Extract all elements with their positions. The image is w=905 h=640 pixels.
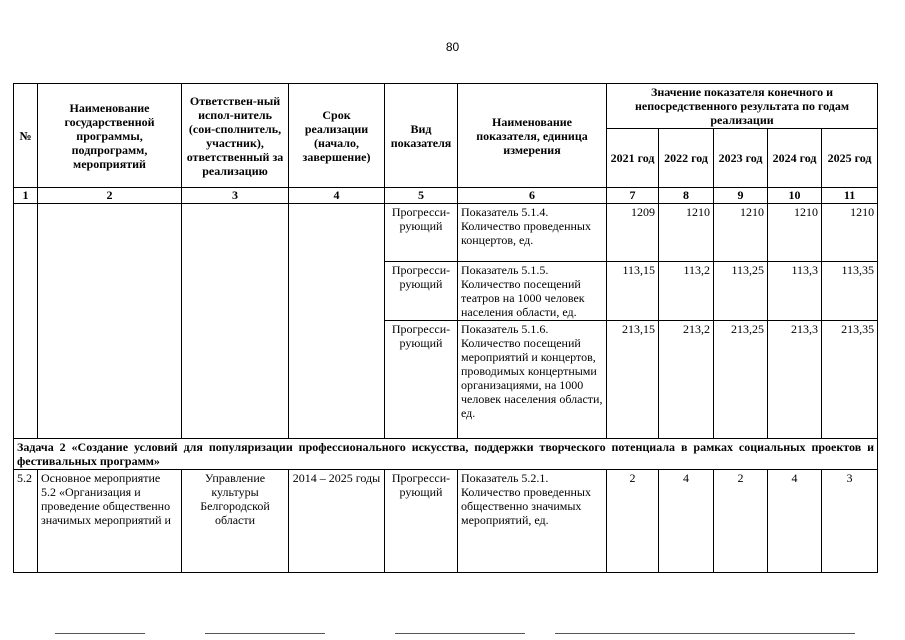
indicator-name: Показатель 5.1.5. Количество посещений театров на 1000 человек населения области, ед. — [458, 262, 607, 321]
column-number: 8 — [659, 188, 714, 204]
column-number: 3 — [182, 188, 289, 204]
indicator-type: Прогресси-рующий — [385, 321, 458, 439]
header-indicator-type: Вид показателя — [385, 84, 458, 188]
value-cell: 1210 — [659, 204, 714, 262]
value-cell: 213,15 — [607, 321, 659, 439]
column-number: 11 — [822, 188, 878, 204]
value-cell: 4 — [659, 470, 714, 573]
row-number: 5.2 — [14, 470, 38, 573]
value-cell: 2 — [607, 470, 659, 573]
header-responsible: Ответствен-ный испол-нитель (сои-сполнитель, участник), ответственный за реализацию — [182, 84, 289, 188]
value-cell: 213,2 — [659, 321, 714, 439]
value-cell: 213,25 — [714, 321, 768, 439]
value-cell: 113,2 — [659, 262, 714, 321]
value-cell: 4 — [768, 470, 822, 573]
value-cell: 3 — [822, 470, 878, 573]
header-year: 2022 год — [659, 129, 714, 188]
value-cell: 213,35 — [822, 321, 878, 439]
table-row — [14, 470, 878, 573]
column-number: 6 — [458, 188, 607, 204]
table-row — [14, 204, 878, 262]
header-values-group: Значение показателя конечного и непосредственного результата по годам реализации — [607, 84, 878, 129]
responsible-executor: Управление культуры Белгородской области — [182, 470, 289, 573]
empty-cell — [289, 204, 385, 439]
task-row — [14, 439, 878, 470]
value-cell: 1210 — [822, 204, 878, 262]
value-cell: 113,3 — [768, 262, 822, 321]
implementation-period: 2014 – 2025 годы — [289, 470, 385, 573]
value-cell: 213,3 — [768, 321, 822, 439]
column-number: 1 — [14, 188, 38, 204]
indicator-name: Показатель 5.1.6. Количество посещений мероприятий и концертов, проводимых концертными организациями, на 1000 человек населения области, ед. — [458, 321, 607, 439]
value-cell: 1210 — [768, 204, 822, 262]
column-number: 7 — [607, 188, 659, 204]
event-name: Основное мероприятие 5.2 «Организация и проведение общественно значимых мероприятий и — [38, 470, 182, 573]
value-cell: 2 — [714, 470, 768, 573]
page-number: 80 — [445, 40, 460, 54]
header-number: № — [14, 84, 38, 188]
indicator-type: Прогресси-рующий — [385, 262, 458, 321]
header-year: 2025 год — [822, 129, 878, 188]
header-indicator-name: Наименование показателя, единица измерения — [458, 84, 607, 188]
scan-edge-line — [205, 633, 325, 634]
task-heading: Задача 2 «Создание условий для популяризации профессионального искусства, поддержки творческого потенциала в рамках социальных проектов и фестивальных программ» — [14, 439, 878, 470]
column-numbers-row — [14, 188, 878, 204]
value-cell: 1209 — [607, 204, 659, 262]
indicator-table — [13, 83, 878, 573]
scan-edge-line — [395, 633, 525, 634]
header-year: 2023 год — [714, 129, 768, 188]
header-year: 2024 год — [768, 129, 822, 188]
indicator-type: Прогресси-рующий — [385, 470, 458, 573]
column-number: 2 — [38, 188, 182, 204]
column-number: 9 — [714, 188, 768, 204]
header-period: Срок реализации (начало, завершение) — [289, 84, 385, 188]
empty-cell — [182, 204, 289, 439]
value-cell: 1210 — [714, 204, 768, 262]
indicator-name: Показатель 5.1.4. Количество проведенных концертов, ед. — [458, 204, 607, 262]
header-program-name: Наименование государственной программы, подпрограмм, мероприятий — [38, 84, 182, 188]
column-number: 5 — [385, 188, 458, 204]
value-cell: 113,35 — [822, 262, 878, 321]
scan-edge-line — [55, 633, 145, 634]
indicator-name: Показатель 5.2.1. Количество проведенных общественно значимых мероприятий, ед. — [458, 470, 607, 573]
empty-cell — [14, 204, 38, 439]
column-number: 4 — [289, 188, 385, 204]
header-year: 2021 год — [607, 129, 659, 188]
empty-cell — [38, 204, 182, 439]
indicator-type: Прогресси-рующий — [385, 204, 458, 262]
value-cell: 113,15 — [607, 262, 659, 321]
value-cell: 113,25 — [714, 262, 768, 321]
column-number: 10 — [768, 188, 822, 204]
scan-edge-line — [555, 633, 855, 634]
